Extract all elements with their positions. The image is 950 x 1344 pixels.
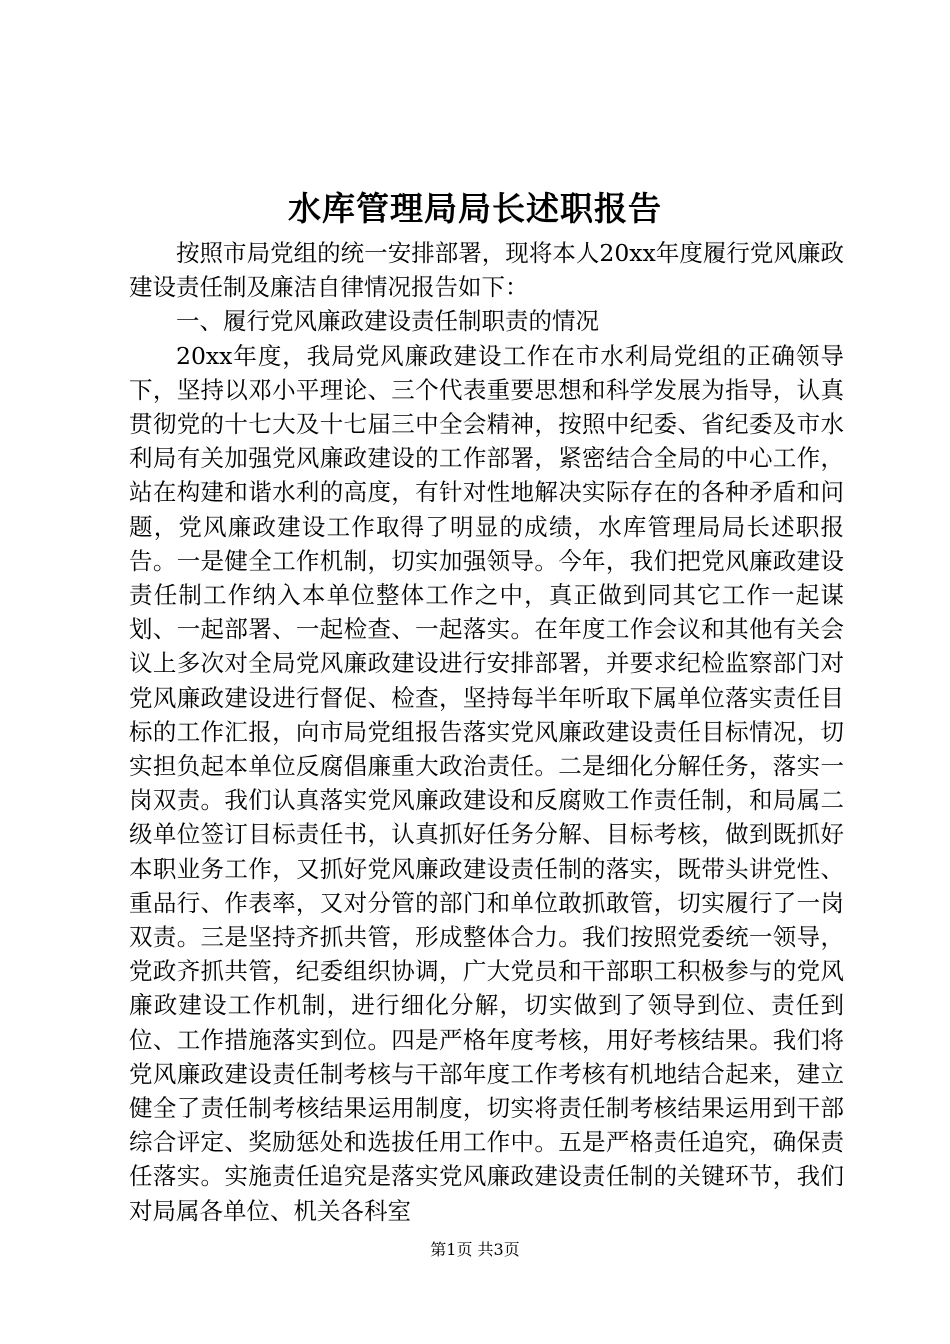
document-title: 水库管理局局长述职报告	[288, 189, 662, 228]
paragraph-intro: 按照市局党组的统一安排部署，现将本人20xx年度履行党风廉政建设责任制及廉洁自律情况报告如下：	[129, 239, 844, 302]
document-body	[129, 236, 844, 1228]
paragraph-main: 20xx年度，我局党风廉政建设工作在市水利局党组的正确领导下，坚持以邓小平理论、三个代表重要思想和科学发展为指导，认真贯彻党的十七大及十七届三中全会精神，按照中纪委、省纪委及市水利局有关加强党风廉政建设的工作部署，紧密结合全局的中心工作，站在构建和谐水利的高度，有针对性地解决实际存在的各种矛盾和问题，党风廉政建设工作取得了明显的成绩，水库管理局局长述职报告。一是健全工作机制，切实加强领导。今年，我们把党风廉政建设责任制工作纳入本单位整体工作之中，真正做到同其它工作一起谋划、一起部署、一起检查、一起落实。在年度工作会议和其他有关会议上多次对全局党风廉政建设进行安排部署，并要求纪检监察部门对党风廉政建设进行督促、检查，坚持每半年听取下属单位落实责任目标的工作汇报，向市局党组报告落实党风廉政建设责任目标情况，切实担负起本单位反腐倡廉重大政治责任。二是细化分解任务，落实一岗双责。我们认真落实党风廉政建设和反腐败工作责任制，和局属二级单位签订目标责任书，认真抓好任务分解、目标考核，做到既抓好本职业务工作，又抓好党风廉政建设责任制的落实，既带头讲党性、重品行、作表率，又对分管的部门和单位敢抓敢管，切实履行了一岗双责。三是坚持齐抓共管，形成整体合力。我们按照党委统一领导，党政齐抓共管，纪委组织协调，广大党员和干部职工积极参与的党风廉政建设工作机制，进行细化分解，切实做到了领导到位、责任到位、工作措施落实到位。四是严格年度考核，用好考核结果。我们将党风廉政建设责任制考核与干部年度工作考核有机地结合起来，建立健全了责任制考核结果运用制度，切实将责任制考核结果运用到干部综合评定、奖励惩处和选拔任用工作中。五是严格责任追究，确保责任落实。实施责任追究是落实党风廉政建设责任制的关键环节，我们对局属各单位、机关各科室	[129, 341, 844, 1225]
page-footer: 第1页 共3页	[430, 1240, 520, 1259]
section-heading: 一、履行党风廉政建设责任制职责的情况	[176, 307, 599, 336]
